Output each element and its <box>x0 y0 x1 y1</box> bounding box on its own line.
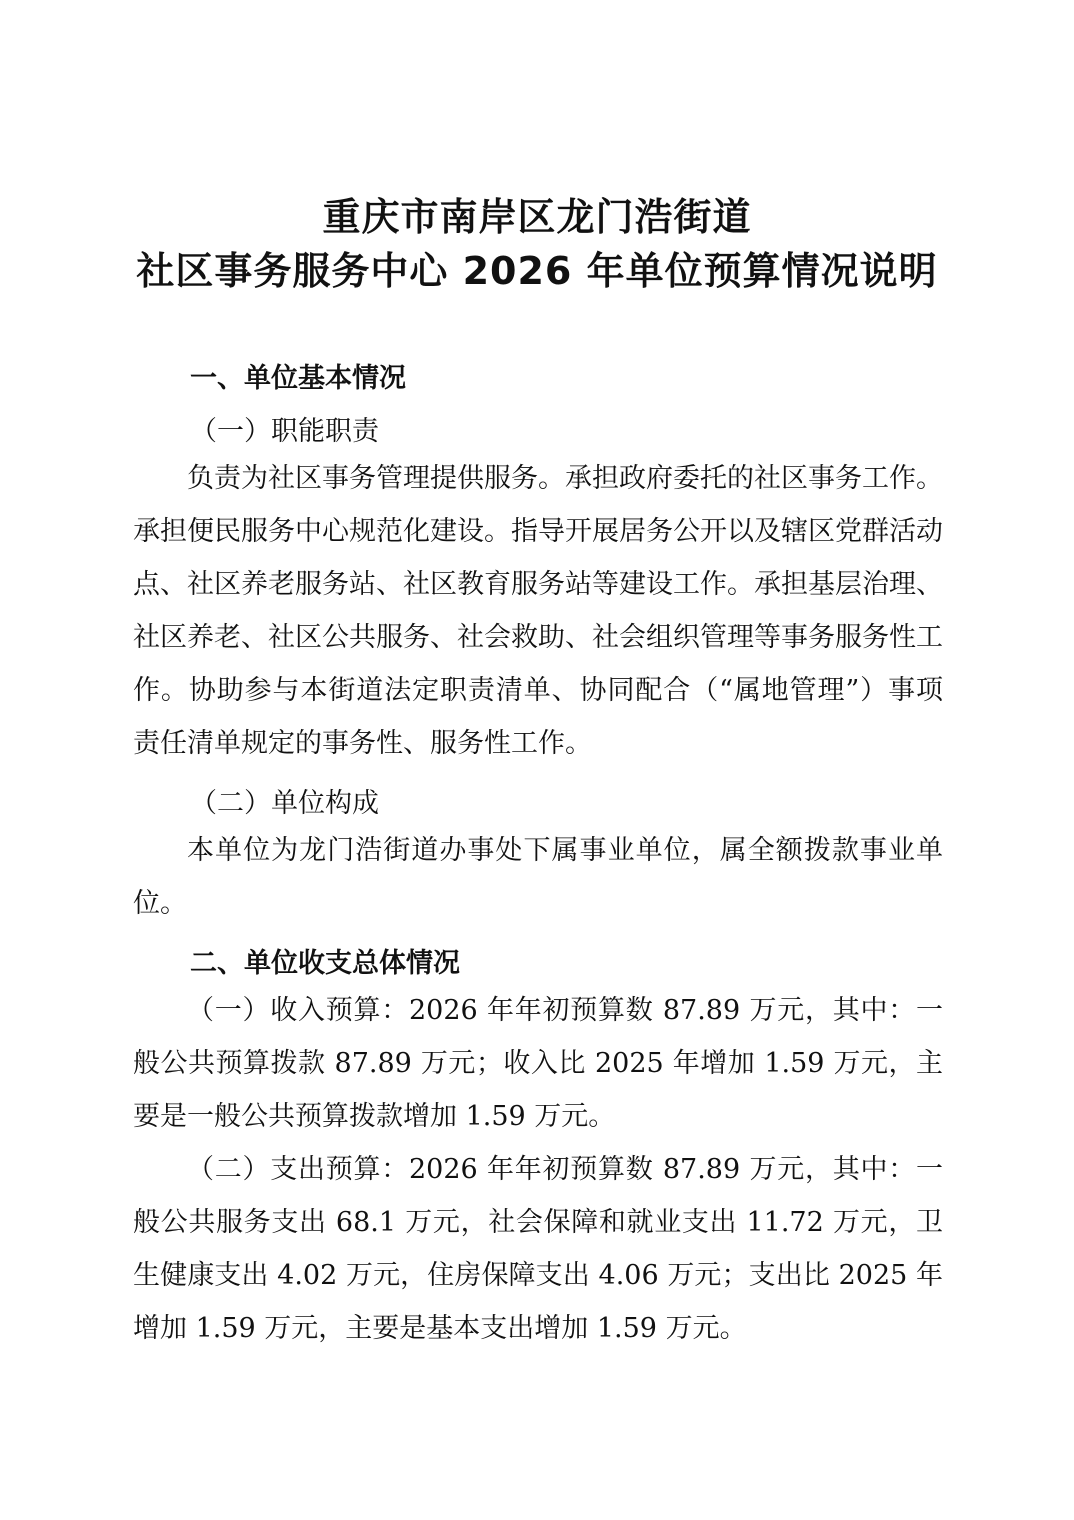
section2-expense-paragraph <box>133 1143 943 1355</box>
expense-lead: （二）支出预算： <box>187 1154 409 1185</box>
document-title-line2: 社区事务服务中心 2026 年单位预算情况说明 <box>136 249 938 293</box>
section2-income-paragraph <box>133 984 943 1143</box>
section1-sub1-text: 负责为社区事务管理提供服务。承担政府委托的社区事务工作。承担便民服务中心规范化建设。指导开展居务公开以及辖区党群活动点、社区养老服务站、社区教育服务站等建设工作。承担基层治理、社区养老、社区公共服务、社会救助、社会组织管理等事务服务性工作。协助参与本街道法定职责清单、协同配合（“属地管理”）事项责任清单规定的事务性、服务性工作。 <box>133 463 943 759</box>
section1-sub1-heading: （一）职能职责 <box>190 416 379 447</box>
section1-heading: 一、单位基本情况 <box>190 363 406 394</box>
income-text: 2026 年年初预算数 87.89 万元，其中：一般公共预算拨款 87.89 万元；收入比 2025 年增加 1.59 万元，主要是一般公共预算拨款增加 1.59 万元。 <box>133 995 943 1132</box>
section2-heading: 二、单位收支总体情况 <box>190 948 460 979</box>
expense-text: 2026 年年初预算数 87.89 万元，其中：一般公共服务支出 68.1 万元，社会保障和就业支出 11.72 万元，卫生健康支出 4.02 万元，住房保障支出 4.06 万元；支出比 2025 年增加 1.59 万元，主要是基本支出增加 1.59 万元。 <box>133 1154 943 1344</box>
section1-sub2-text: 本单位为龙门浩街道办事处下属事业单位，属全额拨款事业单位。 <box>133 835 943 919</box>
section1-sub2-heading: （二）单位构成 <box>190 788 379 819</box>
income-lead: （一）收入预算： <box>187 995 409 1026</box>
document-title-line1: 重庆市南岸区龙门浩街道 <box>322 195 752 239</box>
